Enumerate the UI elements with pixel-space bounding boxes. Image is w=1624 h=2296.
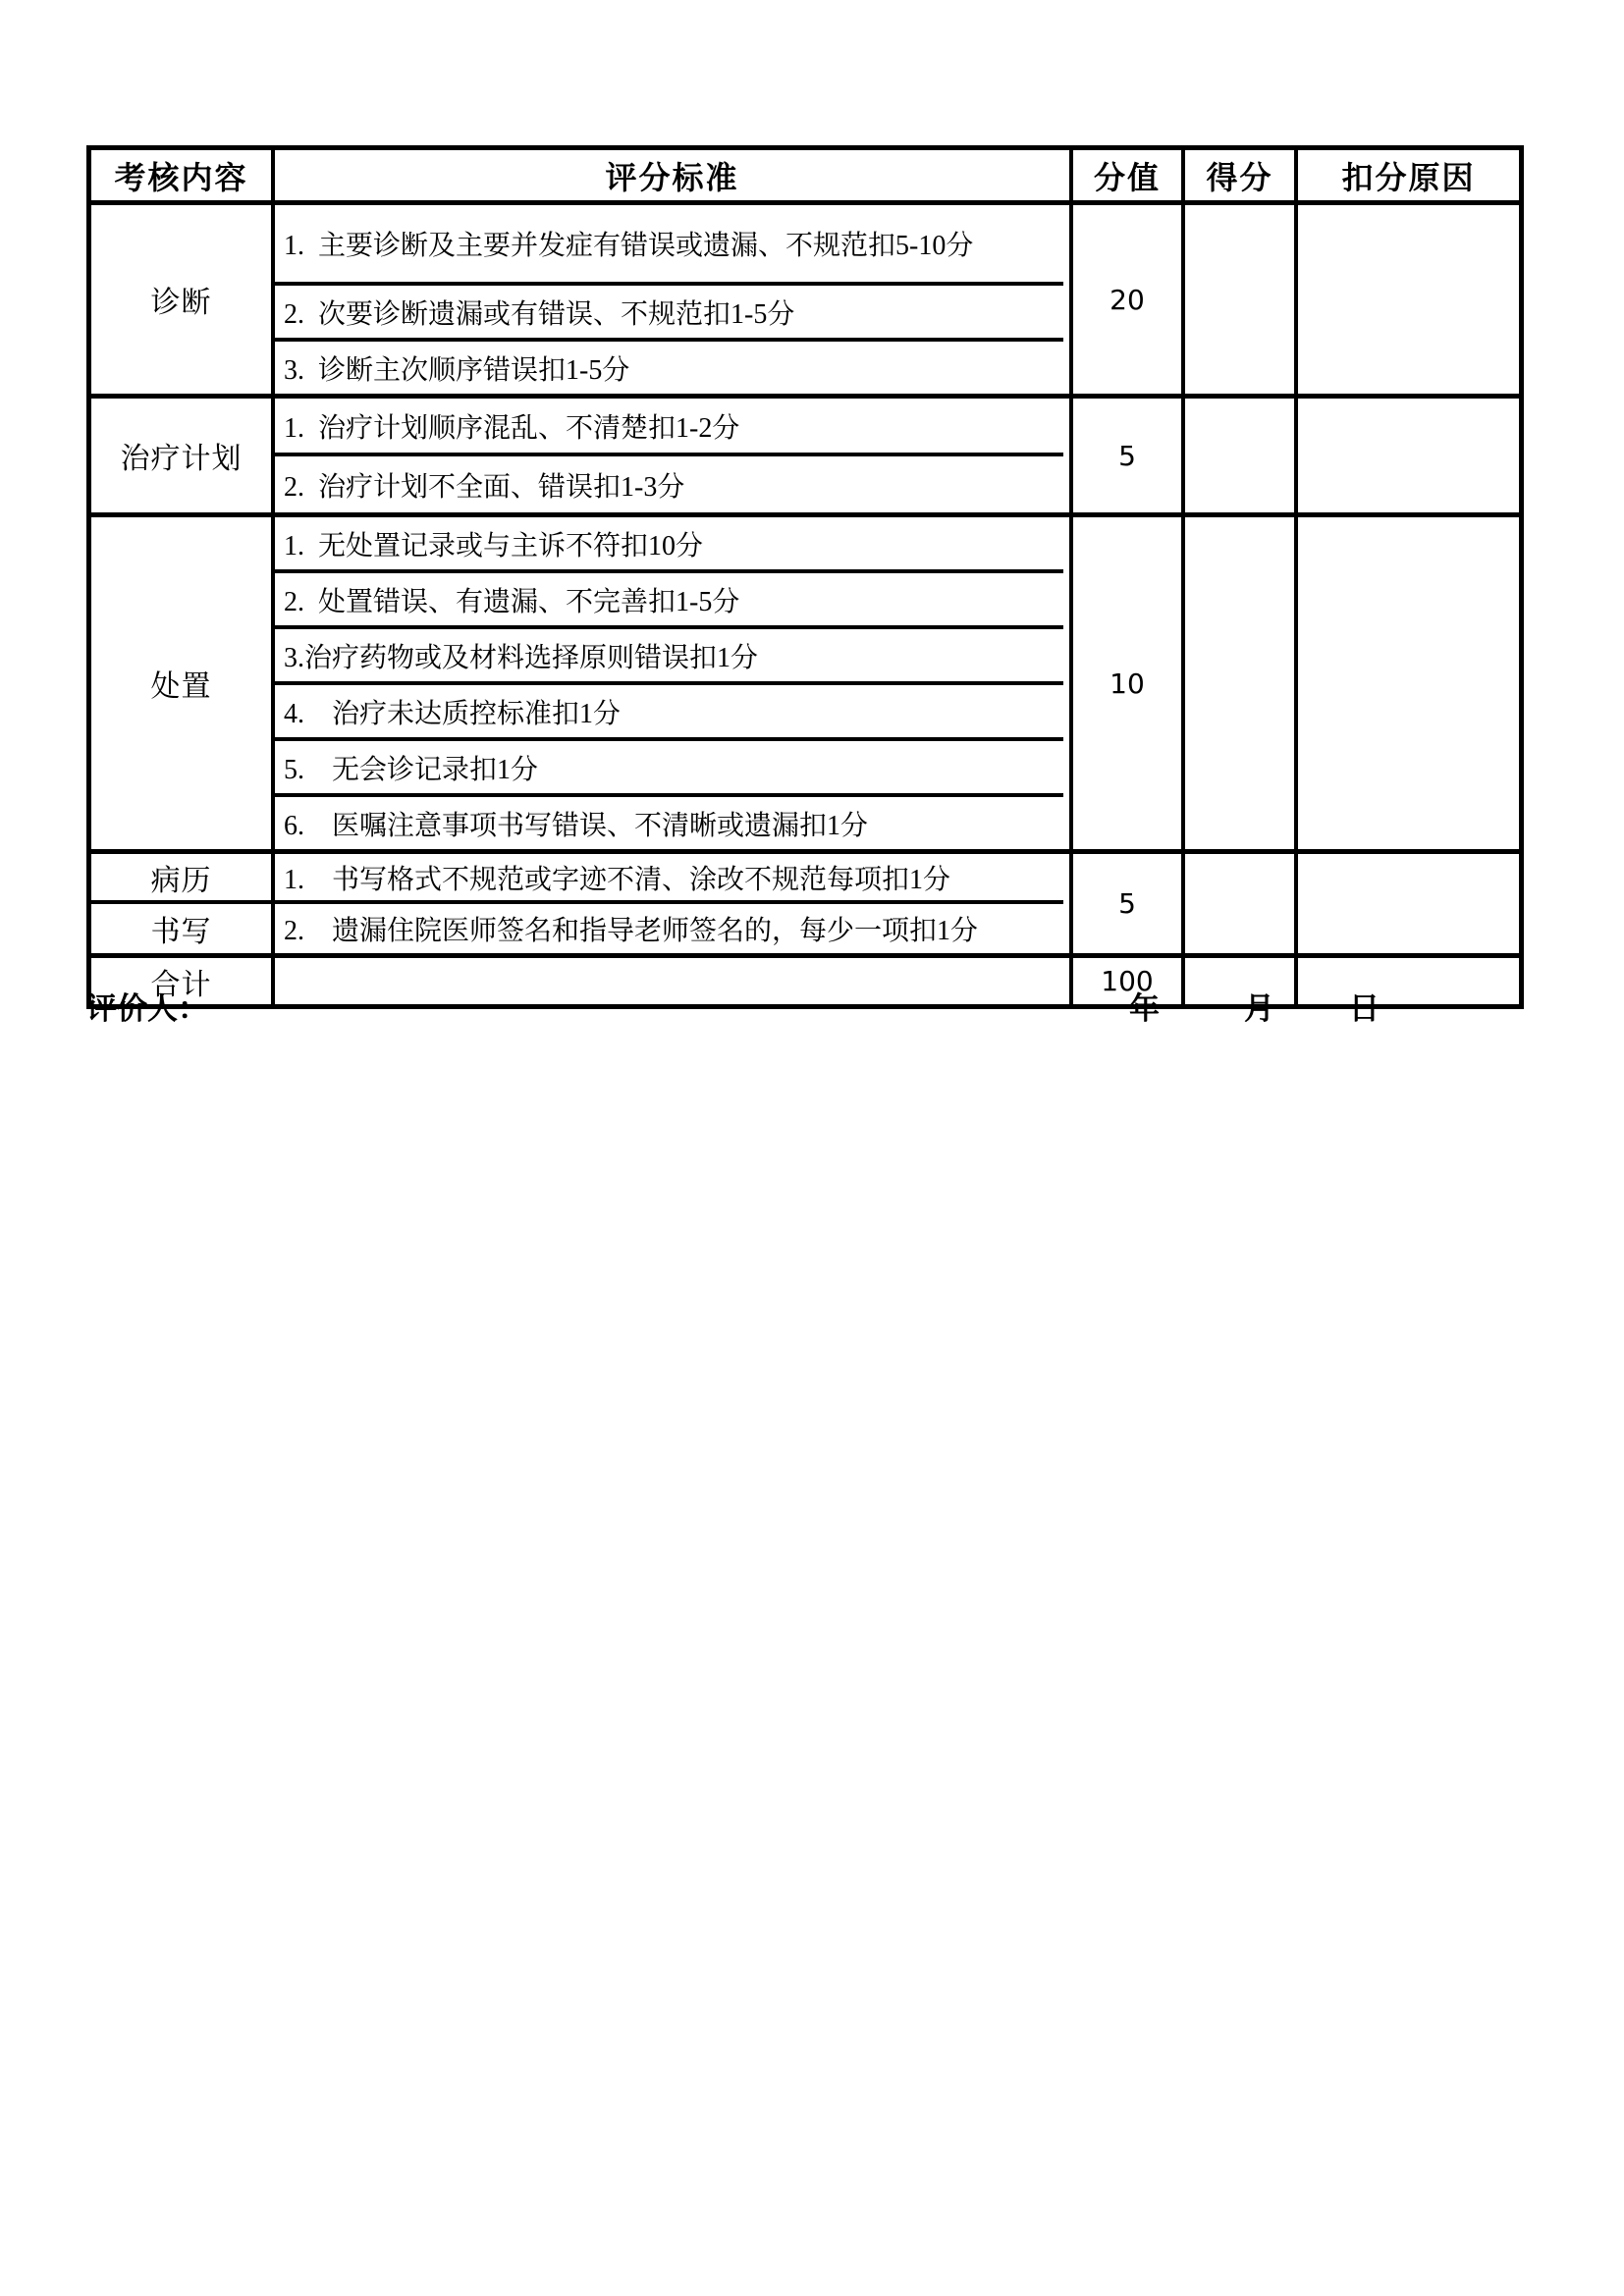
month-label: 月 (1244, 991, 1274, 1026)
total-label: 合计 (91, 958, 275, 1004)
point-value-cell: 20 (1073, 205, 1185, 394)
header-deduction-reason: 扣分原因 (1341, 159, 1476, 195)
evaluator-label: 评价人： (86, 991, 208, 1026)
score-obtained-cell (1185, 854, 1298, 953)
point-value-cell: 10 (1073, 517, 1185, 849)
assessment-score-table (86, 145, 1524, 1009)
criteria-list (275, 205, 1073, 394)
criteria-list (275, 854, 1073, 953)
header-scoring-criteria: 评分标准 (275, 150, 1073, 200)
criterion-item: 1. 治疗计划顺序混乱、不清楚扣1-2分 (275, 399, 1063, 456)
criteria-list (275, 399, 1073, 512)
category-label-split (91, 854, 275, 953)
header-point-value: 分值 (1073, 150, 1185, 200)
header-exam-content: 考核内容 (91, 150, 275, 200)
criterion-item: 2. 处置错误、有遗漏、不完善扣1-5分 (275, 573, 1063, 629)
section-diagnosis (91, 205, 1519, 399)
header-score-obtained: 得分 (1185, 150, 1298, 200)
criterion-item: 4. 治疗未达质控标准扣1分 (275, 685, 1063, 741)
criterion-item: 2. 治疗计划不全面、错误扣1-3分 (284, 471, 685, 503)
table-header-row (91, 150, 1519, 205)
point-value-cell: 5 (1073, 399, 1185, 512)
deduction-reason-cell (1298, 517, 1519, 849)
total-point-value-cell: 100 (1073, 958, 1185, 1004)
point-value-cell: 5 (1073, 854, 1185, 953)
criterion-item: 1. 无处置记录或与主诉不符扣10分 (275, 517, 1063, 573)
criterion-item: 6. 医嘱注意事项书写错误、不清晰或遗漏扣1分 (284, 810, 869, 841)
signature-date-line (0, 984, 1624, 1026)
criterion-item: 3. 诊断主次顺序错误扣1-5分 (284, 354, 630, 386)
deduction-reason-cell (1298, 854, 1519, 953)
section-disposal (91, 517, 1519, 854)
section-medical-record-writing (91, 854, 1519, 958)
criterion-item: 1. 主要诊断及主要并发症有错误或遗漏、不规范扣5-10分 (275, 205, 1063, 286)
score-obtained-cell (1185, 205, 1298, 394)
criteria-list (275, 517, 1073, 849)
deduction-reason-cell (1298, 399, 1519, 512)
category-label-line1: 病历 (91, 854, 271, 904)
score-obtained-cell (1185, 517, 1298, 849)
category-label-line2: 书写 (150, 916, 212, 948)
category-label: 诊断 (91, 205, 275, 394)
year-label: 年 (1129, 991, 1160, 1026)
section-treatment-plan (91, 399, 1519, 517)
criterion-item: 3.治疗药物或及材料选择原则错误扣1分 (275, 629, 1063, 685)
day-label: 日 (1349, 991, 1380, 1026)
criterion-item: 2. 次要诊断遗漏或有错误、不规范扣1-5分 (275, 286, 1063, 342)
category-label: 治疗计划 (91, 399, 275, 512)
score-obtained-cell (1185, 399, 1298, 512)
deduction-reason-cell (1298, 205, 1519, 394)
category-label: 处置 (91, 517, 275, 849)
criterion-item: 1. 书写格式不规范或字迹不清、涂改不规范每项扣1分 (275, 854, 1063, 904)
criterion-item: 5. 无会诊记录扣1分 (275, 741, 1063, 797)
criterion-item: 2. 遗漏住院医师签名和指导老师签名的，每少一项扣1分 (284, 916, 979, 946)
